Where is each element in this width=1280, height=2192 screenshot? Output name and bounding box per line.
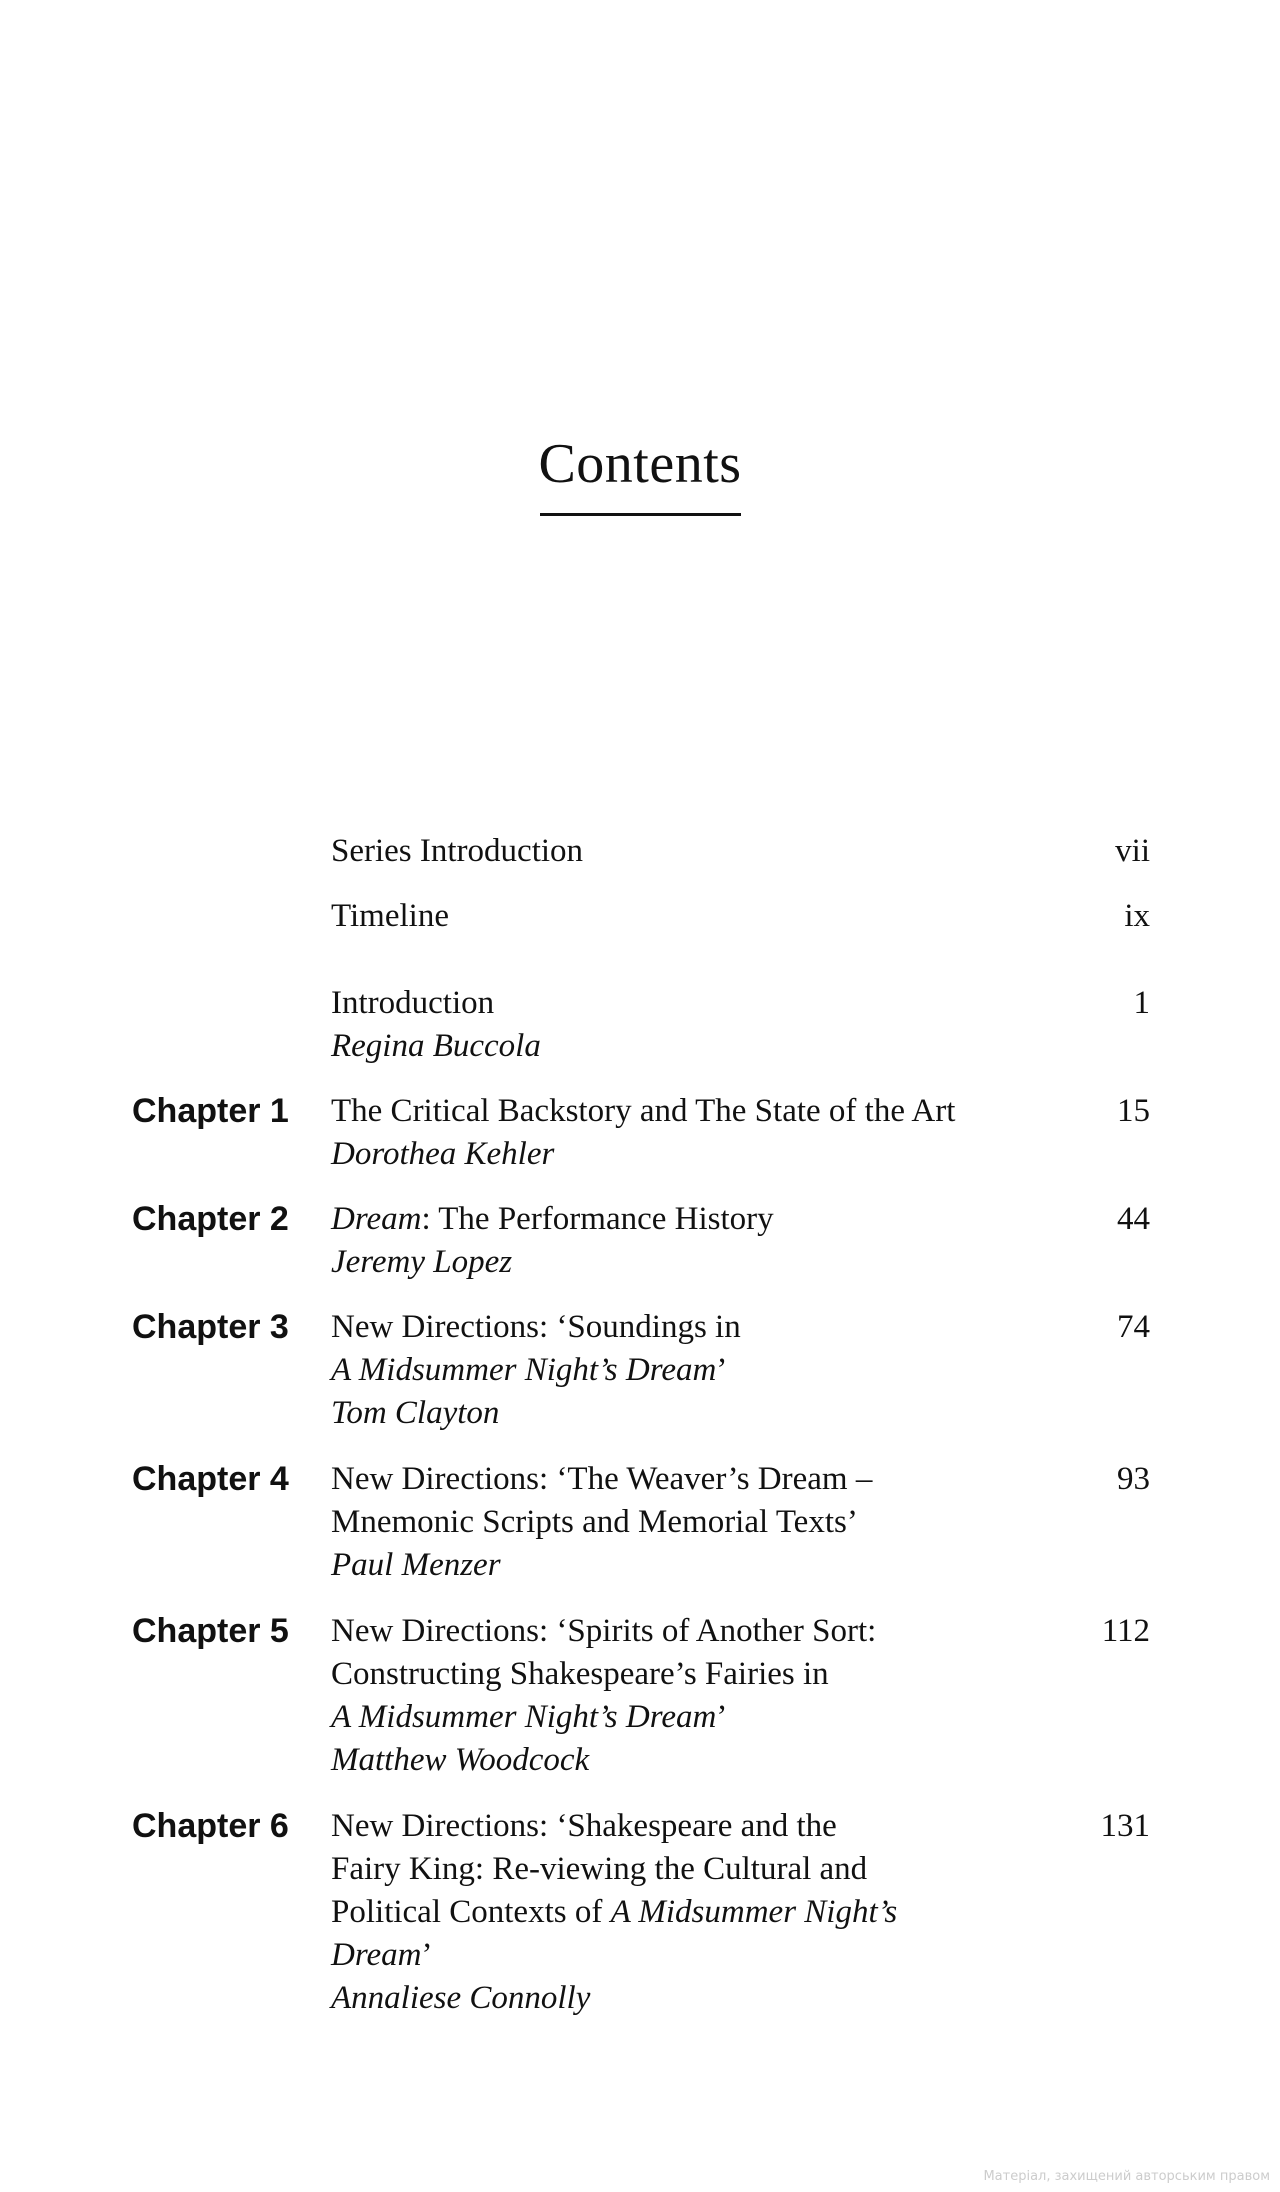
entry-title-line — [331, 1198, 1111, 1241]
entry-title-line — [331, 1349, 1111, 1392]
entry-title-segment: Constructing Shakespeare’s Fairies in — [331, 1656, 829, 1692]
entry-author: Regina Buccola — [331, 1028, 541, 1064]
entry-text — [331, 1610, 1111, 1782]
entry-title-line — [331, 1805, 1111, 1848]
entry-title-segment: A Midsummer Night’s Dream — [331, 1352, 717, 1388]
chapter-label: Chapter 5 — [132, 1612, 289, 1650]
entry-title-segment: Dream — [331, 1937, 422, 1973]
entry-author: Annaliese Connolly — [331, 1980, 591, 2016]
watermark: Матеріал, захищений авторським правом — [983, 2169, 1270, 2184]
chapter-label: Chapter 2 — [132, 1200, 289, 1238]
entry-title-segment: A Midsummer Night’s Dream — [331, 1699, 717, 1735]
entry-title-line — [331, 830, 1111, 873]
entry-author: Tom Clayton — [331, 1395, 500, 1431]
entry-title-segment: Timeline — [331, 898, 449, 934]
entry-title-line — [331, 1501, 1111, 1544]
entry-title-segment: Introduction — [331, 985, 495, 1021]
entry-title-segment: New Directions: ‘Spirits of Another Sort: — [331, 1613, 877, 1649]
entry-text — [331, 1090, 1111, 1176]
entry-title-segment: : The Performance History — [421, 1201, 774, 1237]
entry-title-line — [331, 895, 1111, 938]
entry-title-line — [331, 1458, 1111, 1501]
entry-title-segment: The Critical Backstory and The State of the Art — [331, 1093, 956, 1129]
page-title: Contents — [538, 433, 742, 495]
entry-title-segment: A Midsummer Night’s — [610, 1894, 898, 1930]
entry-title-line — [331, 1306, 1111, 1349]
entry-title-segment: ’ — [716, 1352, 728, 1388]
page-number: 74 — [1117, 1309, 1150, 1345]
entry-title-line — [331, 1653, 1111, 1696]
entry-title-segment: Series Introduction — [331, 833, 584, 869]
entry-author: Dorothea Kehler — [331, 1136, 555, 1172]
entry-text — [331, 1458, 1111, 1587]
chapter-label: Chapter 3 — [132, 1308, 289, 1346]
entry-author: Paul Menzer — [331, 1547, 501, 1583]
page-number: 1 — [1133, 985, 1150, 1021]
entry-text — [331, 982, 1111, 1068]
entry-title-segment: ’ — [716, 1699, 728, 1735]
page-number: 44 — [1117, 1201, 1150, 1237]
entry-title-line — [331, 1090, 1111, 1133]
page-number: ix — [1124, 898, 1150, 934]
page-number: 15 — [1117, 1093, 1150, 1129]
entry-text — [331, 1805, 1111, 2020]
chapter-label: Chapter 6 — [132, 1807, 289, 1845]
page-number: 112 — [1101, 1613, 1150, 1649]
page-number: 131 — [1100, 1808, 1150, 1844]
entry-title-segment: New Directions: ‘Shakespeare and the — [331, 1808, 837, 1844]
page-number: vii — [1115, 833, 1150, 869]
entry-title-line — [331, 1934, 1111, 1977]
entry-title-segment: Political Contexts of — [331, 1894, 611, 1930]
entry-title-segment: Dream — [331, 1201, 422, 1237]
entry-title-line — [331, 1848, 1111, 1891]
chapter-label: Chapter 4 — [132, 1460, 289, 1498]
entry-title-segment: New Directions: ‘Soundings in — [331, 1309, 741, 1345]
chapter-label: Chapter 1 — [132, 1092, 289, 1130]
entry-title-line — [331, 1696, 1111, 1739]
entry-text — [331, 895, 1111, 938]
entry-title-segment: Fairy King: Re-viewing the Cultural and — [331, 1851, 868, 1887]
entry-text — [331, 1198, 1111, 1284]
entry-author: Jeremy Lopez — [331, 1244, 513, 1280]
entry-title-segment: New Directions: ‘The Weaver’s Dream – — [331, 1461, 873, 1497]
entry-title-line — [331, 1610, 1111, 1653]
title-underline — [540, 513, 741, 516]
entry-text — [331, 1306, 1111, 1435]
page-number: 93 — [1117, 1461, 1150, 1497]
entry-author: Matthew Woodcock — [331, 1742, 590, 1778]
entry-text — [331, 830, 1111, 873]
entry-title-segment: Mnemonic Scripts and Memorial Texts’ — [331, 1504, 858, 1540]
entry-title-line — [331, 982, 1111, 1025]
entry-title-segment: ’ — [421, 1937, 433, 1973]
entry-title-line — [331, 1891, 1111, 1934]
